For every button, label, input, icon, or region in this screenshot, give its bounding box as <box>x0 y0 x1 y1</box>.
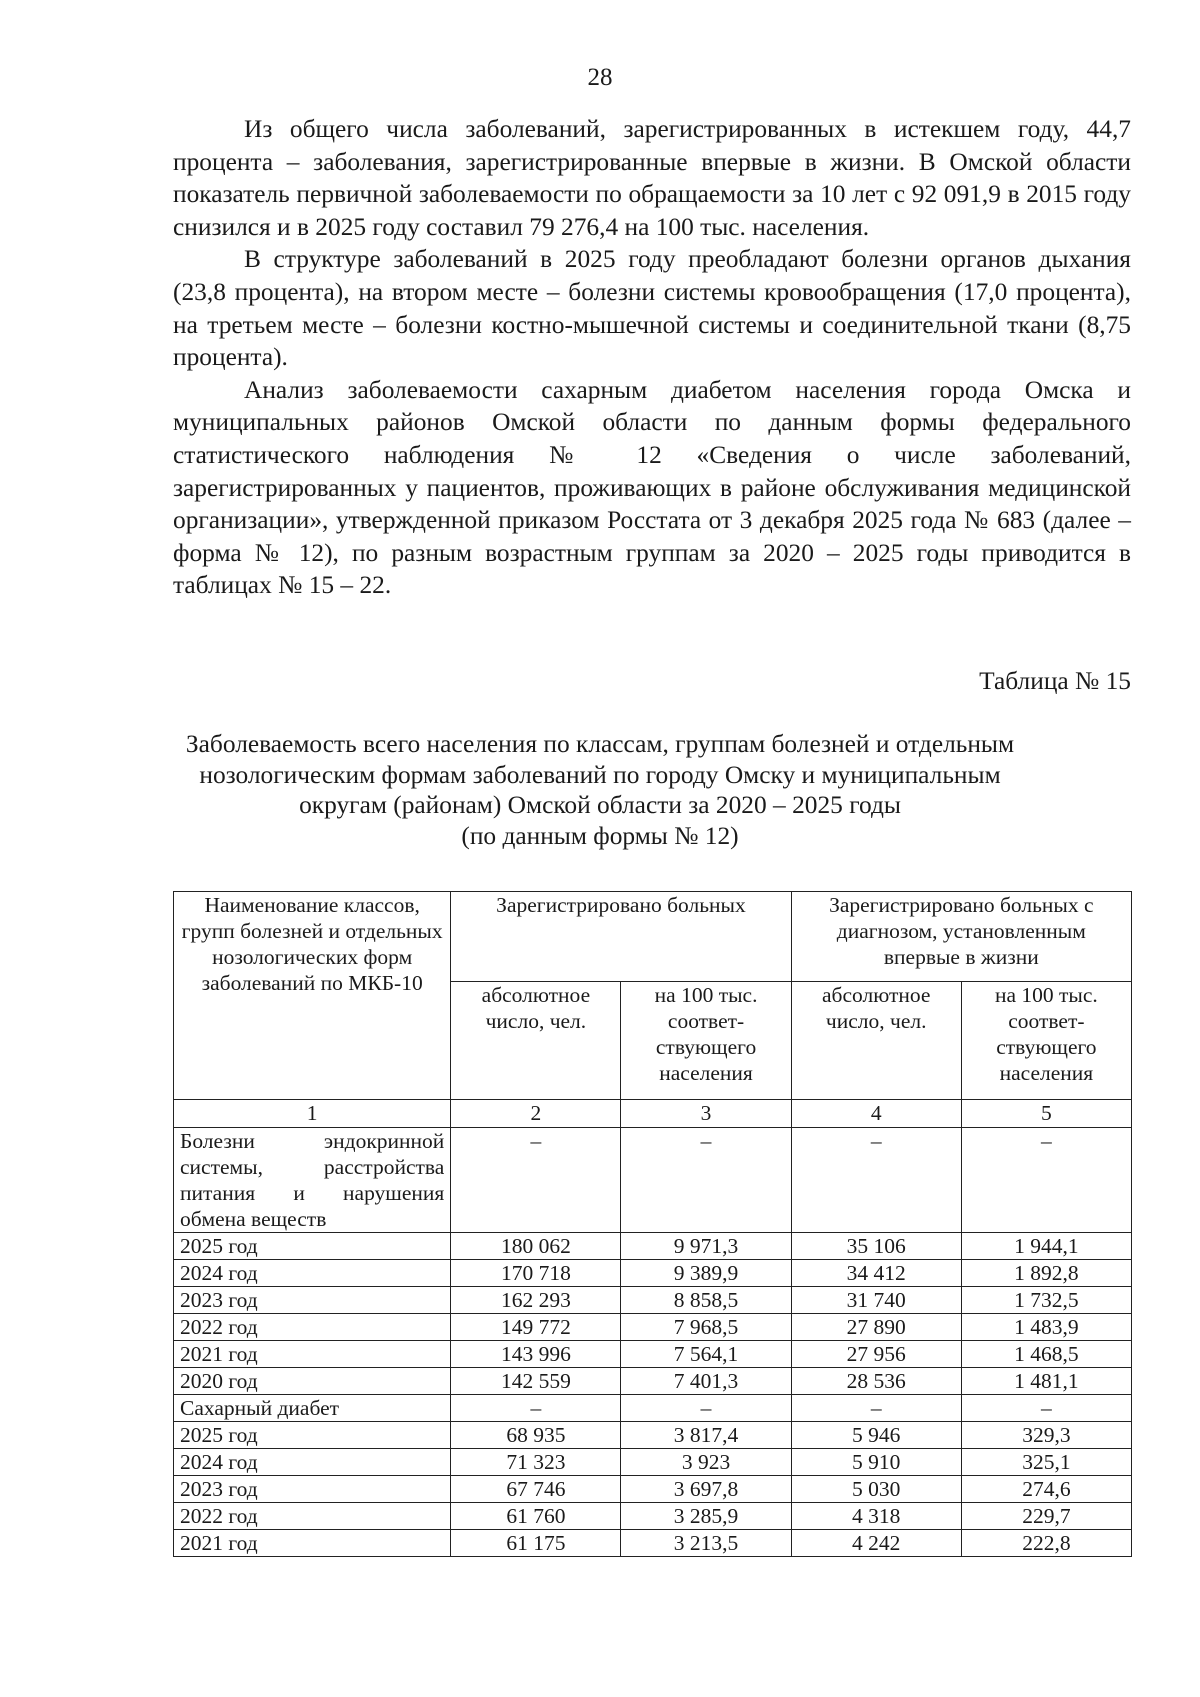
header-per-100k: на 100 тыс. соответ-ствующего населения <box>621 982 791 1100</box>
table-row <box>174 1287 1132 1314</box>
value-cell: 27 956 <box>791 1341 961 1368</box>
paragraph: Анализ заболеваемости сахарным диабетом населения города Омска и муниципальных районов Омской области по данным формы федерального статистического наблюдения № 12 «Сведения о числе заболеваний, зарегистрированных у пациентов, проживающих в районе обслуживания медицинской организации», утвержденной приказом Росстата от 3 декабря 2025 года № 683 (далее – форма № 12), по разным возрастным группам за 2020 – 2025 годы приводится в таблицах № 15 – 22. <box>173 375 1131 600</box>
column-numbers-row <box>174 1100 1132 1128</box>
value-cell: 27 890 <box>791 1314 961 1341</box>
value-cell: 5 030 <box>791 1476 961 1503</box>
header-registered-first-time: Зарегистрировано больных с диагнозом, установленным впервые в жизни <box>791 892 1131 982</box>
empty-cell-dash: – <box>621 1128 791 1233</box>
value-cell: 5 946 <box>791 1422 961 1449</box>
empty-cell-dash: – <box>961 1395 1131 1422</box>
table-row <box>174 1260 1132 1287</box>
header-absolute: абсолютное число, чел. <box>451 982 621 1100</box>
table-body <box>174 1128 1132 1557</box>
value-cell: 8 858,5 <box>621 1287 791 1314</box>
column-number: 5 <box>961 1100 1131 1128</box>
year-cell: 2025 год <box>174 1233 451 1260</box>
empty-cell-dash: – <box>961 1128 1131 1233</box>
table-row <box>174 1503 1132 1530</box>
table-title-line: округам (районам) Омской области за 2020 – 2025 годы <box>299 791 901 819</box>
value-cell: 180 062 <box>451 1233 621 1260</box>
value-cell: 7 401,3 <box>621 1368 791 1395</box>
year-cell: 2021 год <box>174 1341 451 1368</box>
value-cell: 71 323 <box>451 1449 621 1476</box>
table-title-line: (по данным формы № 12) <box>461 821 739 850</box>
table-row <box>174 1530 1132 1557</box>
year-cell: 2020 год <box>174 1368 451 1395</box>
value-cell: 1 468,5 <box>961 1341 1131 1368</box>
table-label: Таблица № 15 <box>979 667 1131 695</box>
paragraph: В структуре заболеваний в 2025 году преобладают болезни органов дыхания (23,8 процента), на втором месте – болезни системы кровообращения (17,0 процента), на третьем месте – болезни костно-мышечной системы и соединительной ткани (8,75 процента). <box>173 245 1131 372</box>
value-cell: 68 935 <box>451 1422 621 1449</box>
value-cell: 1 732,5 <box>961 1287 1131 1314</box>
table-row <box>174 1368 1132 1395</box>
table-header <box>174 892 1132 1128</box>
value-cell: 61 760 <box>451 1503 621 1530</box>
morbidity-table <box>173 891 1132 1557</box>
value-cell: 1 892,8 <box>961 1260 1131 1287</box>
value-cell: 7 564,1 <box>621 1341 791 1368</box>
value-cell: 3 923 <box>621 1449 791 1476</box>
table-row <box>174 1476 1132 1503</box>
header-registered: Зарегистрировано больных <box>451 892 791 982</box>
value-cell: 162 293 <box>451 1287 621 1314</box>
empty-cell-dash: – <box>621 1395 791 1422</box>
value-cell: 61 175 <box>451 1530 621 1557</box>
empty-cell-dash: – <box>791 1128 961 1233</box>
paragraph: Из общего числа заболеваний, зарегистрированных в истекшем году, 44,7 процента – заболевания, зарегистрированные впервые в жизни. В Омской области показатель первичной заболеваемости по обращаемости за 10 лет с 92 091,9 в 2015 году снизился и в 2025 году составил 79 276,4 на 100 тыс. населения. <box>173 115 1131 241</box>
year-cell: 2023 год <box>174 1476 451 1503</box>
section-row <box>174 1395 1132 1422</box>
year-cell: 2023 год <box>174 1287 451 1314</box>
body-text <box>173 113 1131 602</box>
header-disease-class: Наименование классов, групп болезней и отдельных нозологических форм заболеваний по МКБ-10 <box>174 892 451 1100</box>
value-cell: 170 718 <box>451 1260 621 1287</box>
section-name: Сахарный диабет <box>174 1395 451 1422</box>
value-cell: 67 746 <box>451 1476 621 1503</box>
column-number: 4 <box>791 1100 961 1128</box>
value-cell: 149 772 <box>451 1314 621 1341</box>
year-cell: 2021 год <box>174 1530 451 1557</box>
value-cell: 1 483,9 <box>961 1314 1131 1341</box>
year-cell: 2024 год <box>174 1449 451 1476</box>
value-cell: 142 559 <box>451 1368 621 1395</box>
value-cell: 222,8 <box>961 1530 1131 1557</box>
value-cell: 4 318 <box>791 1503 961 1530</box>
page-number: 28 <box>587 64 613 91</box>
value-cell: 5 910 <box>791 1449 961 1476</box>
year-cell: 2022 год <box>174 1503 451 1530</box>
column-number: 1 <box>174 1100 451 1128</box>
value-cell: 3 697,8 <box>621 1476 791 1503</box>
value-cell: 9 971,3 <box>621 1233 791 1260</box>
year-cell: 2022 год <box>174 1314 451 1341</box>
value-cell: 1 944,1 <box>961 1233 1131 1260</box>
table-title <box>150 729 1050 851</box>
value-cell: 329,3 <box>961 1422 1131 1449</box>
year-cell: 2024 год <box>174 1260 451 1287</box>
value-cell: 143 996 <box>451 1341 621 1368</box>
table-row <box>174 1449 1132 1476</box>
table-row <box>174 1233 1132 1260</box>
table-row <box>174 1314 1132 1341</box>
table-row <box>174 1422 1132 1449</box>
column-number: 3 <box>621 1100 791 1128</box>
empty-cell-dash: – <box>451 1395 621 1422</box>
value-cell: 4 242 <box>791 1530 961 1557</box>
year-cell: 2025 год <box>174 1422 451 1449</box>
value-cell: 3 817,4 <box>621 1422 791 1449</box>
value-cell: 31 740 <box>791 1287 961 1314</box>
header-absolute: абсолютное число, чел. <box>791 982 961 1100</box>
value-cell: 1 481,1 <box>961 1368 1131 1395</box>
value-cell: 229,7 <box>961 1503 1131 1530</box>
empty-cell-dash: – <box>451 1128 621 1233</box>
section-row <box>174 1128 1132 1233</box>
value-cell: 35 106 <box>791 1233 961 1260</box>
section-name: Болезни эндокринной системы, расстройства питания и нарушения обмена веществ <box>174 1128 451 1233</box>
value-cell: 28 536 <box>791 1368 961 1395</box>
table-title-line: Заболеваемость всего населения по классам, группам болезней и отдельным <box>185 730 1015 758</box>
column-number: 2 <box>451 1100 621 1128</box>
value-cell: 9 389,9 <box>621 1260 791 1287</box>
empty-cell-dash: – <box>791 1395 961 1422</box>
value-cell: 3 213,5 <box>621 1530 791 1557</box>
value-cell: 7 968,5 <box>621 1314 791 1341</box>
value-cell: 34 412 <box>791 1260 961 1287</box>
value-cell: 325,1 <box>961 1449 1131 1476</box>
table-row <box>174 1341 1132 1368</box>
table-title-line: нозологическим формам заболеваний по городу Омску и муниципальным <box>199 760 1001 789</box>
value-cell: 274,6 <box>961 1476 1131 1503</box>
header-per-100k: на 100 тыс. соответ-ствующего населения <box>961 982 1131 1100</box>
value-cell: 3 285,9 <box>621 1503 791 1530</box>
